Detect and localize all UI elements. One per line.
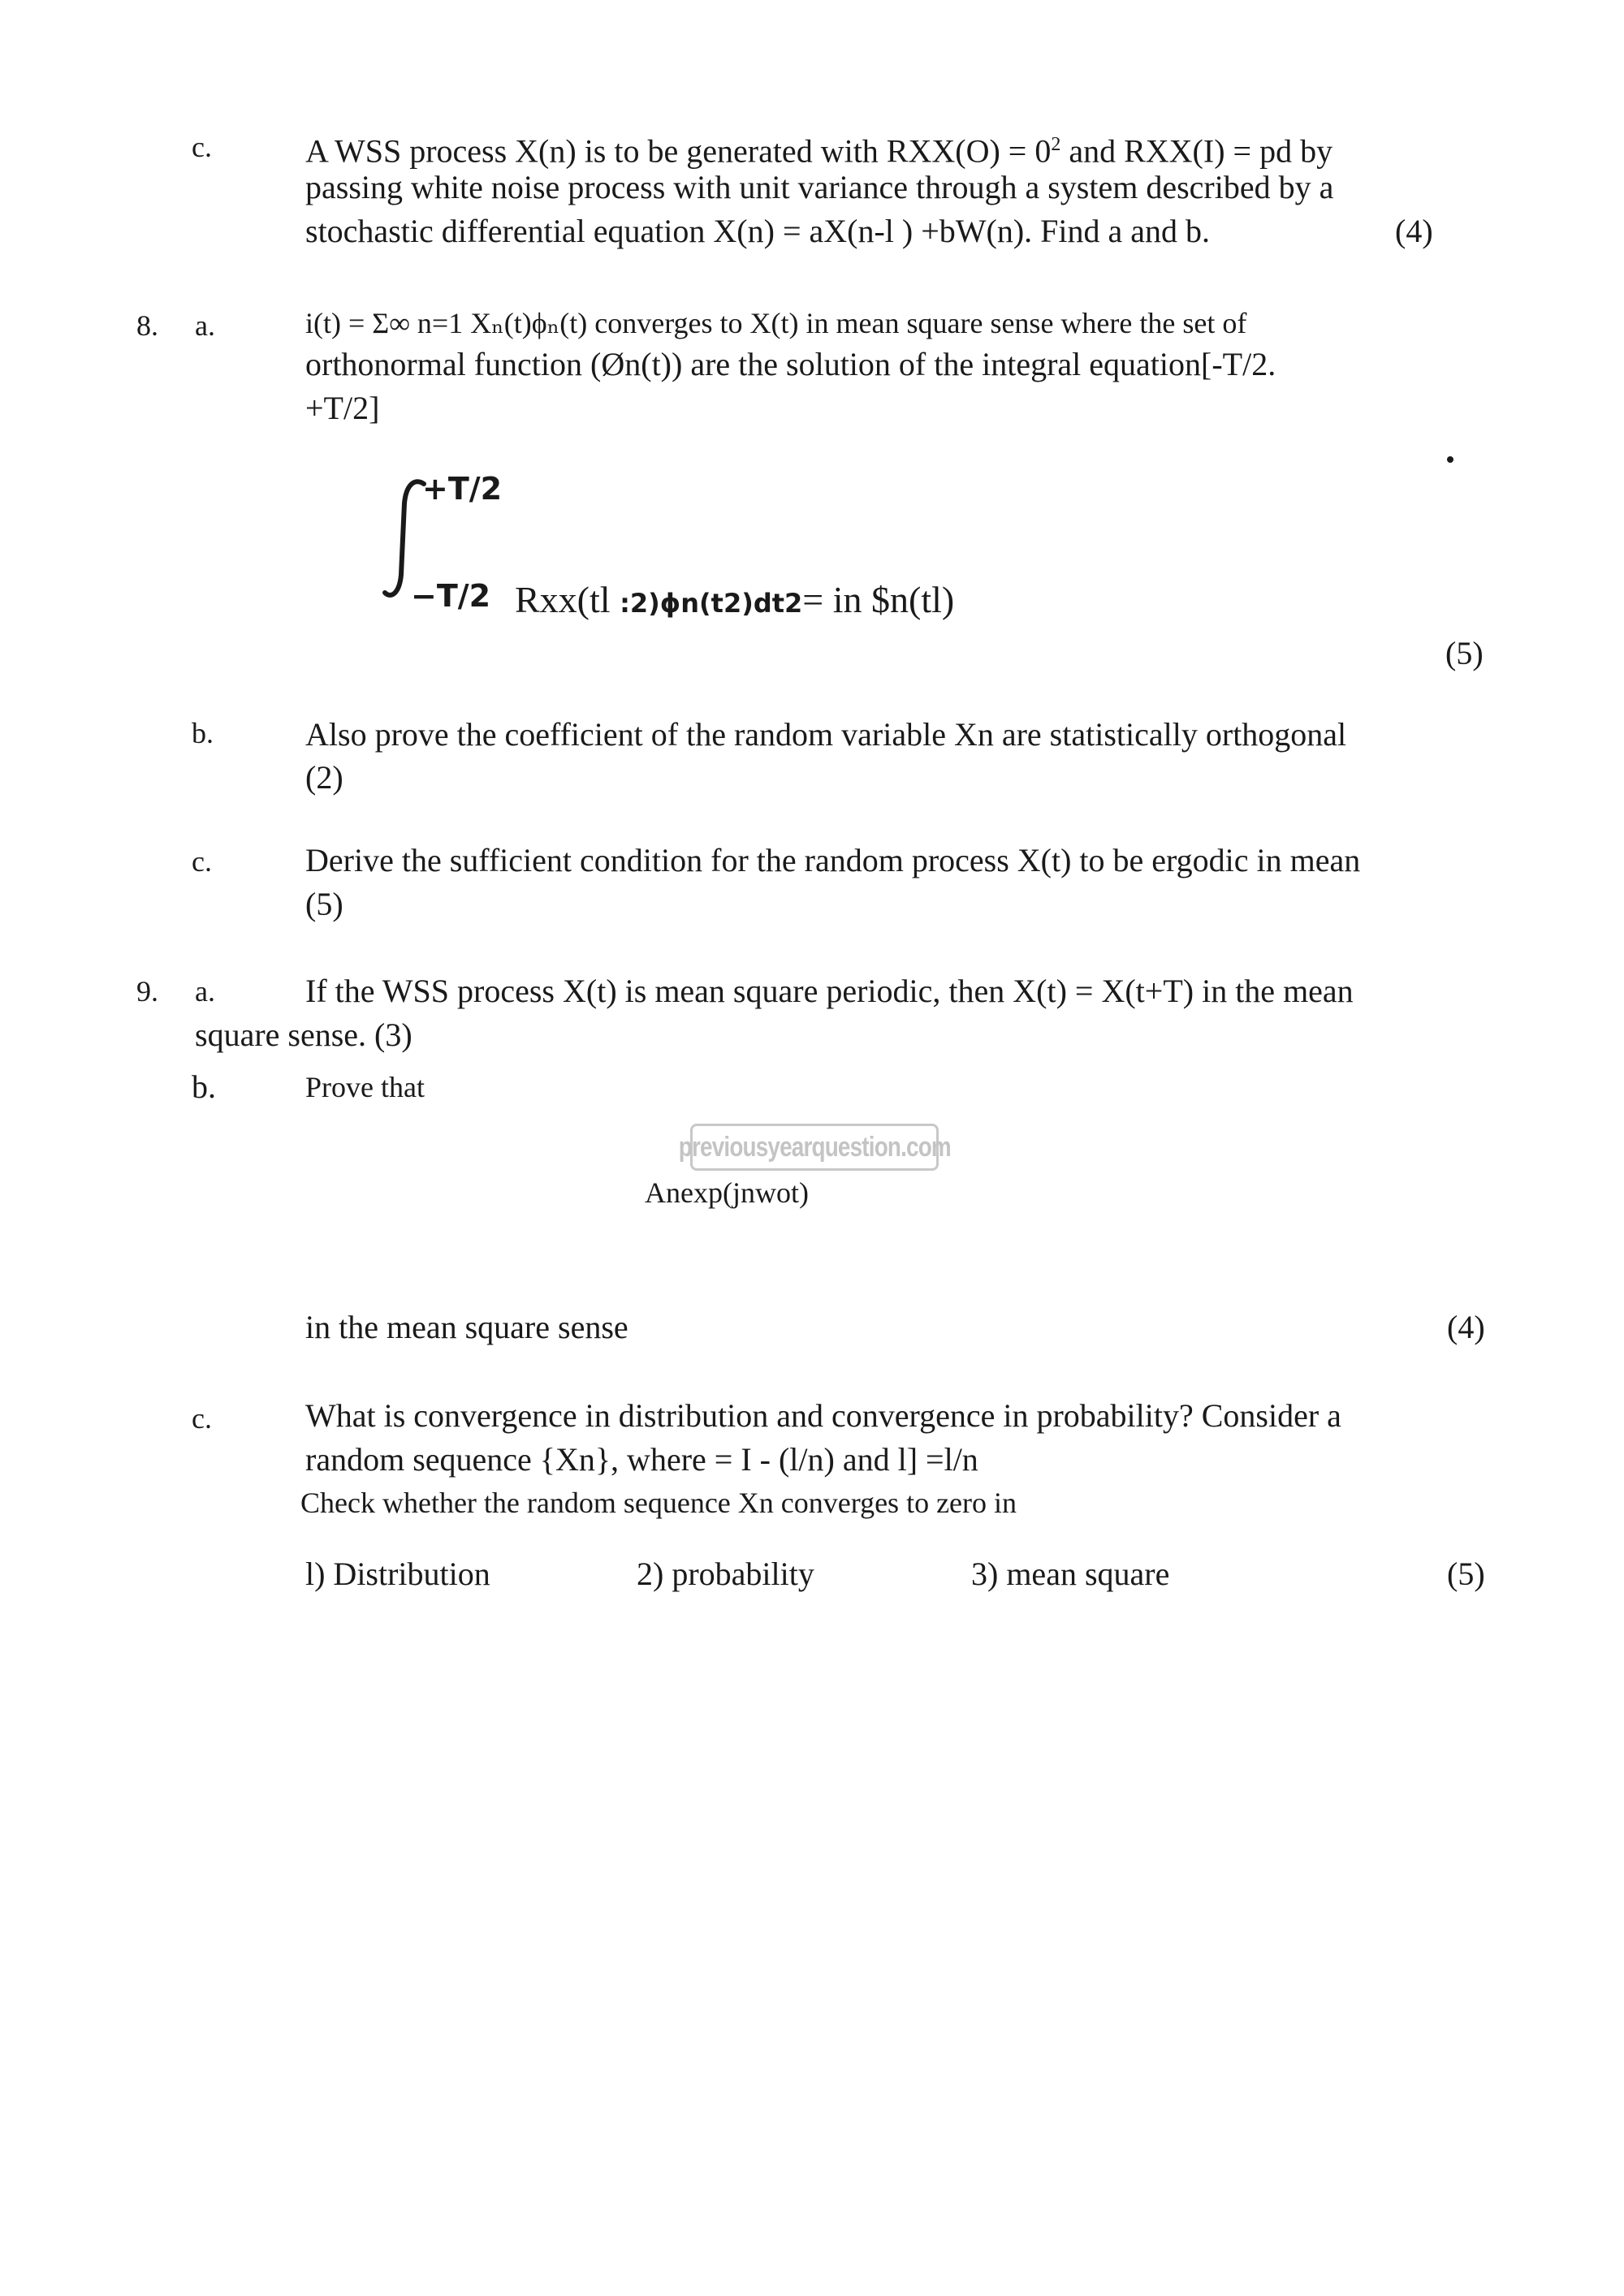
q9a-line1: If the WSS process X(t) is mean square periodic, then X(t) = X(t+T) in the mean (305, 973, 1354, 1009)
q9b-label: b. (192, 1068, 216, 1105)
q9-number: 9. (136, 975, 158, 1008)
q9a-line2: square sense. (3) (195, 1016, 412, 1053)
q8a-line2: orthonormal function (Øn(t)) are the solution of the integral equation[-T/2. (305, 346, 1276, 382)
q8b-line2: (2) (305, 759, 343, 796)
q9c-line3: Check whether the random sequence Xn converges to zero in (300, 1487, 1017, 1519)
q8c-line2: (5) (305, 886, 343, 922)
q7c-line1: A WSS process X(n) is to be generated with $RXX(O) = 0^2$ and RXX(I) = pd by (305, 132, 1333, 170)
q8c-line1: Derive the sufficient condition for the random process X(t) to be ergodic in mean (305, 842, 1361, 878)
q8c-label: c. (192, 845, 212, 878)
q9c-option-distribution: l) Distribution (305, 1556, 490, 1592)
q7c-line2: passing white noise process with unit variance through a system described by a (305, 169, 1334, 205)
q8-number: 8. (136, 309, 158, 342)
q9b-line2: in the mean square sense (305, 1309, 628, 1345)
q8a-label: a. (195, 309, 215, 342)
q8a-line3: +T/2] (305, 390, 380, 426)
q9c-option-mean-square: 3) mean square (971, 1556, 1170, 1592)
q9b-marks: (4) (1447, 1309, 1485, 1345)
q7c-label: c. (192, 131, 212, 163)
integral-lower-limit: −T/2 (411, 578, 491, 614)
integral-expression: Rxx(tl :2)ϕn(t2)dt2= in $n(tl) (515, 579, 955, 620)
q9c-line1: What is convergence in distribution and convergence in probability? Consider a (305, 1397, 1341, 1434)
q9b-formula: Anexp(jnwot) (645, 1176, 809, 1209)
q8b-line1: Also prove the coefficient of the random variable Xn are statistically orthogonal (305, 716, 1347, 753)
q8a-line1: i(t) = Σ∞ n=1 Xₙ(t)ϕₙ(t) converges to X(t) in mean square sense where the set of (305, 307, 1247, 339)
q8a-marks: (5) (1445, 635, 1484, 671)
q7c-line3: stochastic differential equation X(n) = aX(n-l ) +bW(n). Find a and b. (305, 213, 1211, 249)
q9c-marks: (5) (1447, 1556, 1485, 1592)
q9c-label: c. (192, 1402, 212, 1435)
q7c-marks: (4) (1395, 213, 1433, 249)
stray-dot (1447, 456, 1453, 463)
watermark: previousyearquestion.com (690, 1124, 939, 1171)
q9c-option-probability: 2) probability (637, 1556, 814, 1592)
q9b-line1: Prove that (305, 1071, 425, 1103)
q8b-label: b. (192, 717, 214, 749)
q9a-label: a. (195, 975, 215, 1008)
integral-upper-limit: +T/2 (422, 471, 503, 507)
q9c-line2: random sequence {Xn}, where = I - (l/n) and l] =l/n (305, 1441, 978, 1478)
